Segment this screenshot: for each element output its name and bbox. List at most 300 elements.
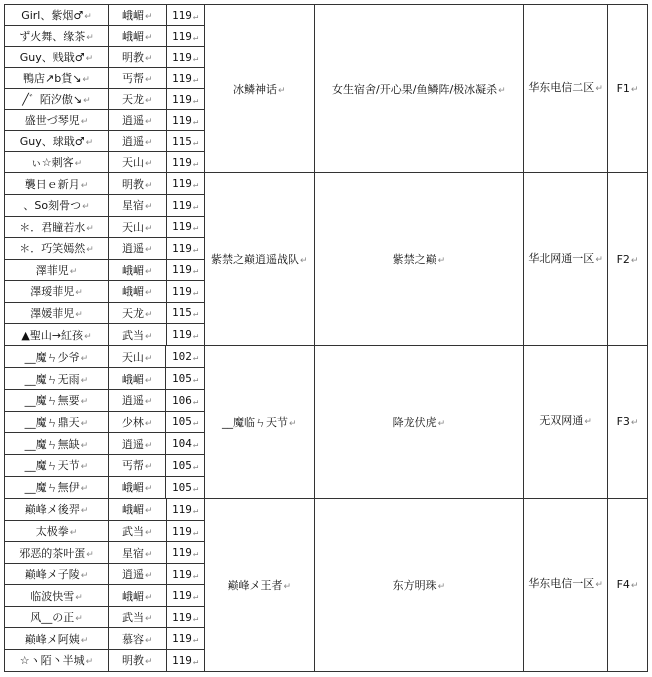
- player-level: [166, 649, 204, 671]
- player-name-text: 澤菲児: [35, 263, 69, 277]
- player-level-text: 119: [172, 589, 192, 603]
- player-level: [166, 606, 204, 628]
- player-level: [166, 476, 204, 498]
- player-row: [5, 324, 204, 346]
- player-level: [166, 152, 204, 173]
- player-sect-text: 天龙: [121, 93, 144, 106]
- player-sect-text: 少林: [121, 415, 144, 429]
- player-sect-text: 峨嵋: [121, 589, 144, 603]
- player-level: [166, 131, 204, 152]
- player-row: [5, 368, 204, 390]
- paragraph-mark-icon: ↵: [85, 657, 94, 668]
- player-name: [5, 520, 108, 542]
- paragraph-mark-icon: ↵: [192, 656, 199, 667]
- team-name-text: __魔临ㄣ天节: [221, 415, 288, 429]
- paragraph-mark-icon: ↵: [84, 331, 92, 342]
- player-sect-text: 逍遥: [121, 242, 144, 256]
- player-level: [166, 216, 204, 238]
- paragraph-mark-icon: ↵: [192, 375, 199, 386]
- player-list-cell: [5, 498, 205, 671]
- player-sect: [108, 195, 166, 217]
- paragraph-mark-icon: ↵: [144, 223, 153, 234]
- paragraph-mark-icon: ↵: [630, 85, 639, 95]
- paragraph-mark-icon: ↵: [75, 592, 83, 603]
- player-sect: [108, 47, 166, 68]
- team-members: [314, 498, 524, 671]
- player-sect-text: 峨嵋: [121, 481, 144, 495]
- player-name-text: 太极拳: [35, 525, 69, 539]
- server-region: [524, 173, 608, 346]
- paragraph-mark-icon: ↵: [144, 375, 153, 386]
- player-name: [5, 238, 108, 260]
- player-row: [5, 281, 204, 303]
- player-row: [5, 216, 204, 238]
- team-members: [314, 173, 524, 346]
- player-sect: [108, 499, 166, 521]
- paragraph-mark-icon: ↵: [283, 581, 291, 592]
- paragraph-mark-icon: ↵: [192, 461, 199, 472]
- player-level: [166, 499, 204, 521]
- player-level-text: 119: [172, 241, 192, 255]
- player-sect-text: 逍遥: [121, 135, 144, 148]
- player-row: [5, 110, 204, 131]
- paragraph-mark-icon: ↵: [75, 288, 83, 299]
- paragraph-mark-icon: ↵: [192, 353, 199, 364]
- paragraph-mark-icon: ↵: [144, 138, 153, 148]
- player-sect: [108, 110, 166, 131]
- player-level: [166, 173, 204, 195]
- player-sect: [108, 563, 166, 585]
- player-sect: [108, 131, 166, 152]
- player-name: [5, 585, 108, 607]
- paragraph-mark-icon: ↵: [144, 180, 153, 191]
- player-level: [166, 542, 204, 564]
- player-sect-text: 峨嵋: [121, 285, 144, 299]
- player-sect: [108, 5, 166, 26]
- player-sect-text: 峨嵋: [121, 30, 144, 43]
- paragraph-mark-icon: ↵: [192, 74, 199, 85]
- player-name: [5, 542, 108, 564]
- player-level: [166, 433, 204, 455]
- paragraph-mark-icon: ↵: [144, 33, 153, 43]
- group-id: [608, 346, 648, 499]
- player-level: [166, 455, 204, 477]
- paragraph-mark-icon: ↵: [84, 12, 92, 22]
- player-sect-text: 武当: [121, 525, 144, 539]
- player-row: [5, 259, 204, 281]
- paragraph-mark-icon: ↵: [192, 635, 199, 646]
- team-row: [5, 173, 648, 346]
- paragraph-mark-icon: ↵: [144, 635, 153, 646]
- paragraph-mark-icon: ↵: [144, 54, 153, 64]
- paragraph-mark-icon: ↵: [82, 202, 90, 213]
- player-sect: [108, 26, 166, 47]
- player-sect: [108, 238, 166, 260]
- paragraph-mark-icon: ↵: [69, 266, 78, 277]
- player-sect: [108, 302, 166, 324]
- player-row: [5, 26, 204, 47]
- player-name: [5, 26, 108, 47]
- paragraph-mark-icon: ↵: [192, 244, 199, 255]
- player-level-text: 119: [172, 263, 192, 277]
- player-level-text: 102: [172, 350, 192, 364]
- player-level-text: 105: [172, 372, 192, 386]
- paragraph-mark-icon: ↵: [80, 506, 89, 517]
- team-name: [204, 346, 314, 499]
- player-row: [5, 411, 204, 433]
- team-row: [5, 498, 648, 671]
- player-level: [166, 302, 204, 324]
- player-row: [5, 585, 204, 607]
- player-level: [166, 324, 204, 346]
- player-name: [5, 5, 108, 26]
- server-region-text: 华东电信一区: [528, 577, 595, 591]
- player-name-text: 巅峰メ阿姨: [24, 632, 80, 646]
- player-row: [5, 131, 204, 152]
- paragraph-mark-icon: ↵: [630, 255, 639, 266]
- player-sect-text: 天山: [121, 156, 144, 169]
- player-list-cell: [5, 346, 205, 499]
- player-sect-text: 明教: [121, 177, 144, 191]
- paragraph-mark-icon: ↵: [192, 137, 199, 148]
- player-sect: [108, 259, 166, 281]
- player-sect: [108, 281, 166, 303]
- player-row: [5, 649, 204, 671]
- player-name: [5, 649, 108, 671]
- paragraph-mark-icon: ↵: [85, 138, 94, 148]
- player-level: [166, 238, 204, 260]
- player-sect-text: 峨嵋: [121, 372, 144, 386]
- group-id-text: F1: [616, 82, 630, 95]
- paragraph-mark-icon: ↵: [80, 117, 89, 127]
- player-level: [166, 89, 204, 110]
- paragraph-mark-icon: ↵: [86, 33, 94, 43]
- paragraph-mark-icon: ↵: [192, 116, 199, 127]
- player-name: [5, 433, 108, 455]
- player-level-text: 119: [172, 610, 192, 624]
- player-level: [166, 563, 204, 585]
- player-sect: [108, 433, 166, 455]
- player-level: [166, 389, 204, 411]
- player-level: [166, 368, 204, 390]
- player-row: [5, 628, 204, 650]
- player-row: [5, 455, 204, 477]
- player-name: [5, 216, 108, 238]
- paragraph-mark-icon: ↵: [80, 418, 89, 429]
- paragraph-mark-icon: ↵: [75, 614, 83, 625]
- paragraph-mark-icon: ↵: [437, 418, 446, 429]
- player-level: [166, 68, 204, 89]
- player-name: [5, 563, 108, 585]
- paragraph-mark-icon: ↵: [83, 96, 91, 106]
- paragraph-mark-icon: ↵: [144, 12, 153, 22]
- paragraph-mark-icon: ↵: [192, 527, 199, 538]
- team-members-text: 紫禁之巅: [392, 253, 437, 266]
- player-name: [5, 606, 108, 628]
- server-region-text: 无双网通: [539, 414, 584, 428]
- player-sect: [108, 649, 166, 671]
- paragraph-mark-icon: ↵: [144, 202, 153, 213]
- paragraph-mark-icon: ↵: [192, 95, 199, 106]
- player-sect-text: 天山: [121, 220, 144, 234]
- team-members-text: 女生宿舍/开心果/鱼鳞阵/极冰凝杀: [332, 82, 498, 96]
- player-sect-text: 慕容: [121, 632, 144, 646]
- player-sect-text: 逍遥: [121, 394, 144, 408]
- player-name-text: 澤媛菲児: [30, 306, 75, 320]
- player-list-cell: [5, 5, 205, 173]
- player-sect: [108, 476, 166, 498]
- player-sect-text: 明教: [121, 654, 144, 668]
- player-level: [166, 628, 204, 650]
- player-row: [5, 563, 204, 585]
- player-name: [5, 68, 108, 89]
- player-name-text: __魔ㄣ天节: [24, 459, 80, 473]
- player-name-text: 澤瑷菲児: [30, 285, 75, 299]
- paragraph-mark-icon: ↵: [144, 418, 153, 429]
- player-level-text: 119: [172, 50, 192, 64]
- player-name: [5, 455, 108, 477]
- paragraph-mark-icon: ↵: [595, 580, 603, 591]
- team-members-text: 东方明珠: [392, 578, 437, 592]
- server-region-text: 华北网通一区: [528, 251, 595, 265]
- paragraph-mark-icon: ↵: [437, 256, 446, 266]
- paragraph-mark-icon: ↵: [144, 288, 153, 299]
- player-name-text: ☆ヽ陌丶半城: [19, 654, 85, 668]
- paragraph-mark-icon: ↵: [595, 84, 603, 94]
- paragraph-mark-icon: ↵: [630, 581, 639, 592]
- server-region: [524, 498, 608, 671]
- player-sect-text: 星宿: [121, 546, 144, 560]
- player-sect: [108, 606, 166, 628]
- player-row: [5, 173, 204, 195]
- player-level-text: 115: [172, 134, 192, 148]
- paragraph-mark-icon: ↵: [85, 54, 94, 64]
- paragraph-mark-icon: ↵: [192, 418, 199, 429]
- player-row: [5, 499, 204, 521]
- server-region: [524, 5, 608, 173]
- player-sect: [108, 411, 166, 433]
- paragraph-mark-icon: ↵: [192, 158, 199, 169]
- player-row: [5, 302, 204, 324]
- player-row: [5, 89, 204, 110]
- paragraph-mark-icon: ↵: [80, 180, 89, 191]
- player-sect-text: 天山: [121, 350, 144, 364]
- paragraph-mark-icon: ↵: [192, 11, 199, 22]
- player-sect-text: 逍遥: [121, 114, 144, 127]
- paragraph-mark-icon: ↵: [192, 331, 199, 341]
- player-name: [5, 259, 108, 281]
- paragraph-mark-icon: ↵: [192, 223, 199, 234]
- player-name-text: __魔ㄣ无雨: [24, 372, 80, 386]
- player-level: [166, 585, 204, 607]
- group-id-text: F2: [616, 252, 630, 266]
- player-row: [5, 542, 204, 564]
- team-name-text: 巅峰メ王者: [227, 578, 283, 592]
- paragraph-mark-icon: ↵: [192, 53, 199, 64]
- player-list-cell: [5, 173, 205, 346]
- player-level-text: 119: [172, 653, 192, 667]
- player-name: [5, 368, 108, 390]
- paragraph-mark-icon: ↵: [80, 375, 89, 386]
- player-level-text: 119: [172, 198, 192, 212]
- player-row: [5, 47, 204, 68]
- paragraph-mark-icon: ↵: [80, 484, 89, 495]
- paragraph-mark-icon: ↵: [144, 528, 153, 539]
- player-sect: [108, 585, 166, 607]
- paragraph-mark-icon: ↵: [630, 418, 639, 429]
- player-level-text: 119: [172, 113, 192, 127]
- group-id-text: F3: [616, 415, 630, 429]
- paragraph-mark-icon: ↵: [144, 353, 153, 364]
- team-name-text: 冰鳞神话: [232, 82, 277, 96]
- paragraph-mark-icon: ↵: [144, 657, 153, 668]
- player-row: [5, 68, 204, 89]
- paragraph-mark-icon: ↵: [192, 483, 199, 494]
- group-id: [608, 5, 648, 173]
- player-sect: [108, 628, 166, 650]
- paragraph-mark-icon: ↵: [144, 462, 153, 473]
- player-sect: [108, 542, 166, 564]
- player-sect: [108, 324, 166, 346]
- paragraph-mark-icon: ↵: [192, 32, 199, 43]
- paragraph-mark-icon: ↵: [192, 309, 199, 320]
- player-name: [5, 131, 108, 152]
- paragraph-mark-icon: ↵: [144, 159, 153, 169]
- paragraph-mark-icon: ↵: [192, 592, 199, 603]
- player-row: [5, 433, 204, 455]
- paragraph-mark-icon: ↵: [144, 309, 153, 320]
- paragraph-mark-icon: ↵: [192, 180, 199, 190]
- player-sect-text: 逍遥: [121, 568, 144, 582]
- player-sect: [108, 173, 166, 195]
- player-row: [5, 5, 204, 26]
- player-sect: [108, 455, 166, 477]
- player-level-text: 119: [172, 546, 192, 560]
- player-sect-text: 星宿: [121, 199, 144, 213]
- paragraph-mark-icon: ↵: [192, 396, 199, 407]
- player-sect: [108, 152, 166, 173]
- server-region-text: 华东电信二区: [528, 81, 595, 94]
- player-level-text: 119: [172, 524, 192, 538]
- player-name-text: __魔ㄣ無伊: [24, 481, 80, 495]
- player-name-text: __魔ㄣ無缺: [24, 437, 80, 451]
- player-level-text: 119: [172, 177, 192, 190]
- player-level-text: 119: [172, 328, 192, 341]
- paragraph-mark-icon: ↵: [144, 266, 153, 277]
- player-sect: [108, 346, 166, 368]
- player-sect-text: 峨嵋: [121, 503, 144, 517]
- player-name: [5, 302, 108, 324]
- paragraph-mark-icon: ↵: [80, 353, 89, 364]
- paragraph-mark-icon: ↵: [192, 266, 199, 277]
- player-sect-text: 峨嵋: [121, 263, 144, 277]
- player-sect: [108, 89, 166, 110]
- player-name-text: ぃ☆刺客: [30, 156, 74, 169]
- player-level: [166, 281, 204, 303]
- player-row: [5, 152, 204, 173]
- player-name-text: Guy、球戢♂: [19, 135, 85, 148]
- player-name-text: ＊．君瞳若水: [19, 220, 86, 234]
- player-level: [166, 411, 204, 433]
- player-sect: [108, 68, 166, 89]
- player-name-text: ず火舞、缘茶: [19, 30, 86, 43]
- player-level-text: 105: [172, 458, 192, 472]
- player-row: [5, 389, 204, 411]
- player-sect-text: 丐帮: [121, 72, 144, 85]
- team-members-text: 降龙伏虎: [392, 415, 437, 429]
- player-sect-text: 峨嵋: [121, 9, 144, 22]
- paragraph-mark-icon: ↵: [144, 484, 153, 495]
- paragraph-mark-icon: ↵: [192, 570, 199, 581]
- player-level: [166, 110, 204, 131]
- player-level-text: 119: [172, 220, 192, 234]
- paragraph-mark-icon: ↵: [144, 440, 153, 451]
- player-row: [5, 520, 204, 542]
- paragraph-mark-icon: ↵: [144, 549, 153, 560]
- player-sect-text: 天龙: [121, 306, 144, 320]
- player-level: [166, 195, 204, 217]
- player-name-text: ╱゛陌汐傲↘: [22, 93, 83, 106]
- player-name-text: Girl、紫烟♂: [21, 9, 84, 22]
- player-name-text: 鴨店↗b貨↘: [23, 72, 82, 85]
- paragraph-mark-icon: ↵: [80, 571, 89, 582]
- player-name: [5, 324, 108, 346]
- player-row: [5, 238, 204, 260]
- team-name: [204, 498, 314, 671]
- paragraph-mark-icon: ↵: [86, 549, 94, 560]
- player-level-text: 119: [172, 8, 192, 22]
- player-name-text: __魔ㄣ鼎天: [24, 415, 80, 429]
- player-name-text: 邪恶的茶叶蛋: [19, 546, 86, 560]
- paragraph-mark-icon: ↵: [80, 397, 89, 408]
- paragraph-mark-icon: ↵: [144, 75, 153, 85]
- paragraph-mark-icon: ↵: [498, 85, 506, 96]
- player-level-text: 119: [172, 155, 192, 169]
- paragraph-mark-icon: ↵: [144, 96, 153, 106]
- player-name-text: 盛世づ琴児: [24, 114, 80, 127]
- paragraph-mark-icon: ↵: [437, 581, 446, 592]
- player-name-text: 、So刻骨つ: [23, 199, 82, 213]
- player-list: [5, 346, 204, 498]
- player-sect: [108, 520, 166, 542]
- player-list: [5, 5, 204, 172]
- paragraph-mark-icon: ↵: [192, 613, 199, 624]
- player-level-text: 105: [172, 480, 192, 494]
- paragraph-mark-icon: ↵: [144, 245, 153, 256]
- player-name-text: __魔ㄣ少爷: [24, 350, 80, 364]
- player-sect: [108, 368, 166, 390]
- player-level-text: 119: [172, 567, 192, 581]
- player-level: [166, 346, 204, 368]
- paragraph-mark-icon: ↵: [144, 571, 153, 582]
- paragraph-mark-icon: ↵: [288, 418, 297, 429]
- player-level-text: 119: [172, 502, 192, 516]
- player-level-text: 119: [172, 632, 192, 646]
- paragraph-mark-icon: ↵: [595, 254, 603, 265]
- player-level-text: 115: [172, 306, 192, 320]
- player-level-text: 105: [172, 415, 192, 429]
- player-sect-text: 武当: [121, 328, 144, 342]
- player-name: [5, 389, 108, 411]
- player-level: [166, 520, 204, 542]
- player-name: [5, 152, 108, 173]
- player-level: [166, 259, 204, 281]
- player-name: [5, 499, 108, 521]
- team-roster-table: [4, 4, 648, 672]
- player-name-text: ＊．巧笑嫣然: [19, 242, 86, 256]
- player-name: [5, 346, 108, 368]
- player-name: [5, 281, 108, 303]
